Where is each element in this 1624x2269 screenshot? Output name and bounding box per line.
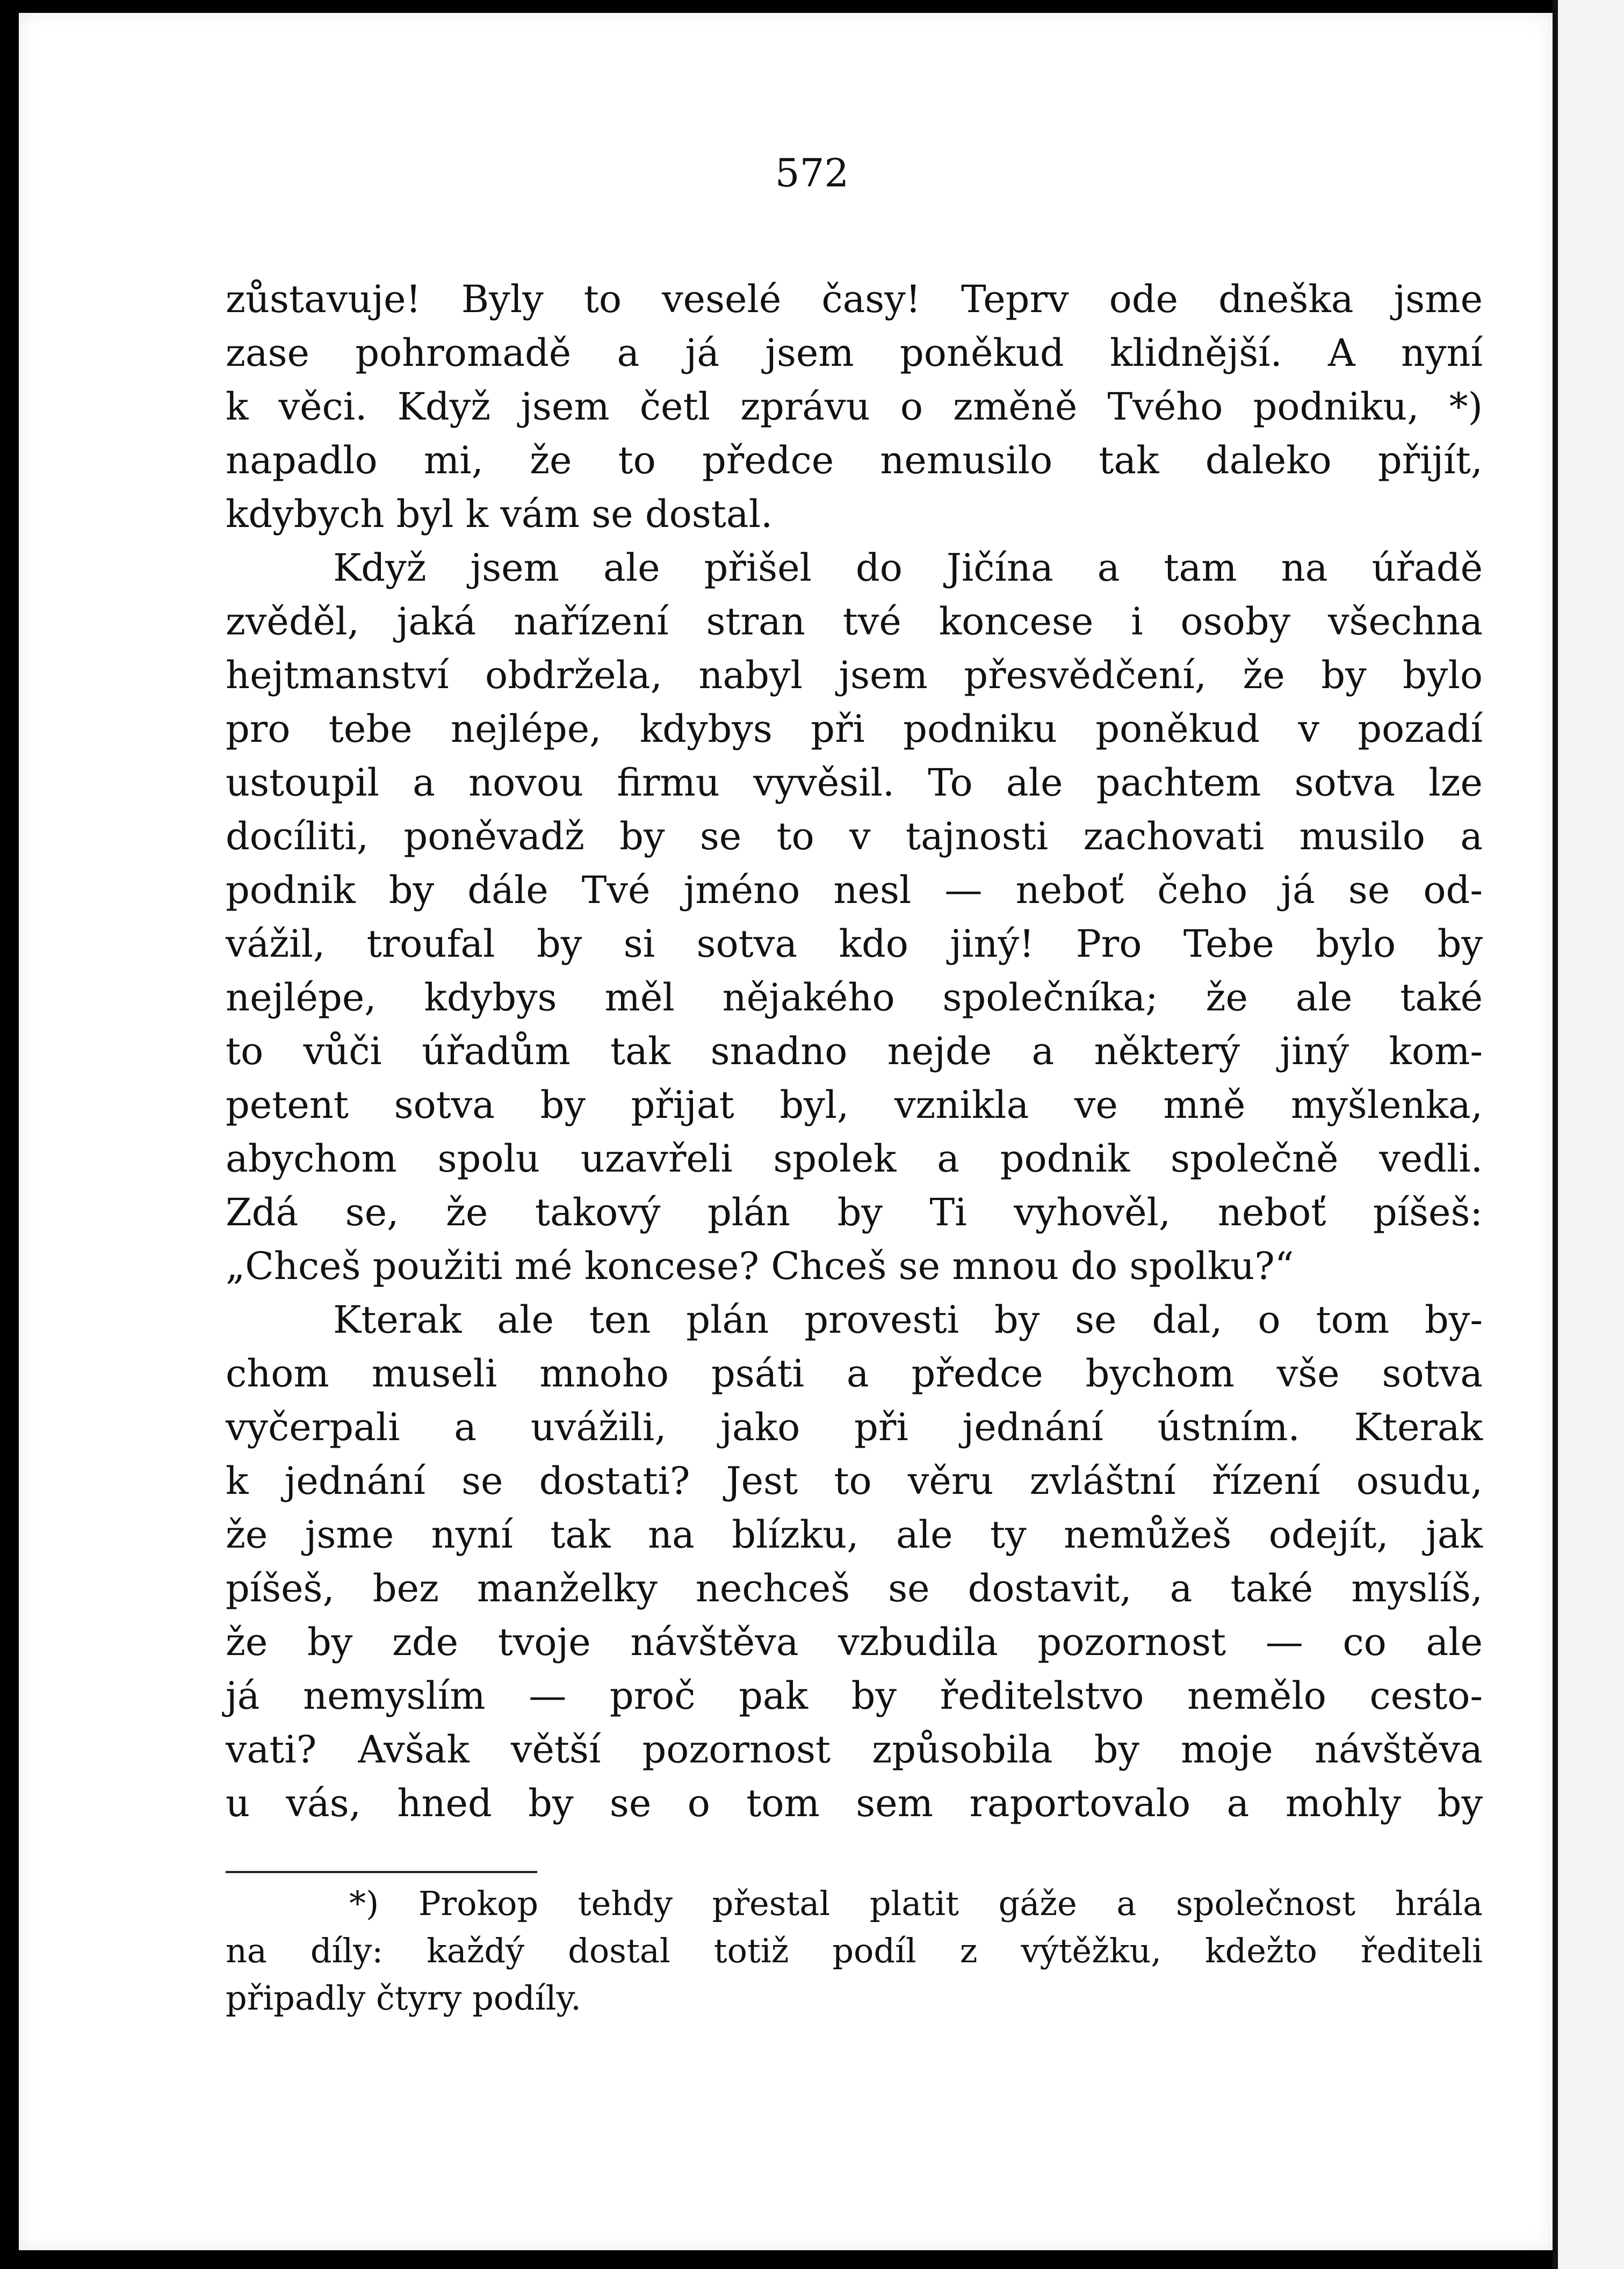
text-line: zůstavuje! Byly to veselé časy! Teprv ode dneška jsme [226,277,1483,321]
text-line: Zdá se, že takový plán by Ti vyhověl, neboť píšeš: [226,1190,1483,1234]
text-line: zase pohromadě a já jsem poněkud klidnější. A nyní [226,331,1483,375]
text-line: chom museli mnoho psáti a předce bychom vše sotva [226,1352,1483,1396]
text-line: petent sotva by přijat byl, vznikla ve mně myšlenka, [226,1083,1483,1127]
text-line: k věci. Když jsem četl zprávu o změně Tvého podniku, *) [226,385,1483,429]
text-line: to vůči úřadům tak snadno nejde a některý jiný kom- [226,1029,1483,1073]
footnotes [226,1880,1483,2022]
text-line: hejtmanství obdržela, nabyl jsem přesvědčení, že by bylo [226,653,1483,697]
body-text [226,272,1483,1830]
text-line: ustoupil a novou firmu vyvěsil. To ale pachtem sotva lze [226,761,1483,805]
text-line: vážil, troufal by si sotva kdo jiný! Pro Tebe bylo by [226,922,1483,966]
text-line: já nemyslím — proč pak by ředitelstvo nemělo cesto- [226,1674,1483,1718]
text-line: napadlo mi, že to předce nemusilo tak daleko přijít, [226,438,1483,482]
text-line: abychom spolu uzavřeli spolek a podnik společně vedli. [226,1137,1483,1181]
text-line: Kterak ale ten plán provesti by se dal, o tom by- [333,1298,1483,1342]
text-line: kdybych byl k vám se dostal. [226,492,773,536]
text-line: zvěděl, jaká nařízení stran tvé koncese i osoby všechna [226,599,1483,644]
text-line: docíliti, poněvadž by se to v tajnosti zachovati musilo a [226,814,1483,858]
text-line: nejlépe, kdybys měl nějakého společníka; že ale také [226,975,1483,1020]
footnote-separator [226,1871,537,1873]
text-line: Když jsem ale přišel do Jičína a tam na úřadě [333,546,1483,590]
text-line: že by zde tvoje návštěva vzbudila pozornost — co ale [226,1620,1483,1664]
scan-edge-margin [1553,0,1624,2269]
text-line: podnik by dále Tvé jméno nesl — neboť čeho já se od- [226,868,1483,912]
footnote-line: na díly: každý dostal totiž podíl z výtěžku, kdežto řediteli [226,1931,1483,1970]
text-line: k jednání se dostati? Jest to věru zvláštní řízení osudu, [226,1459,1483,1503]
text-line: pro tebe nejlépe, kdybys při podniku poněkud v pozadí [226,707,1483,751]
footnote-line: připadly čtyry podíly. [226,1978,581,2018]
text-line: že jsme nyní tak na blízku, ale ty nemůžeš odejít, jak [226,1513,1483,1557]
text-line: píšeš, bez manželky nechceš se dostavit, a také myslíš, [226,1566,1483,1610]
text-line: u vás, hned by se o tom sem raportovalo a mohly by [226,1781,1483,1825]
page-number: 572 [775,150,849,196]
text-line: vyčerpali a uvážili, jako při jednání ústním. Kterak [226,1405,1483,1449]
text-line: „Chceš použiti mé koncese? Chceš se mnou do spolku?“ [226,1244,1294,1288]
footnote-line: *) Prokop tehdy přestal platit gáže a společnost hrála [349,1884,1483,1923]
text-line: vati? Avšak větší pozornost způsobila by moje návštěva [226,1728,1483,1772]
